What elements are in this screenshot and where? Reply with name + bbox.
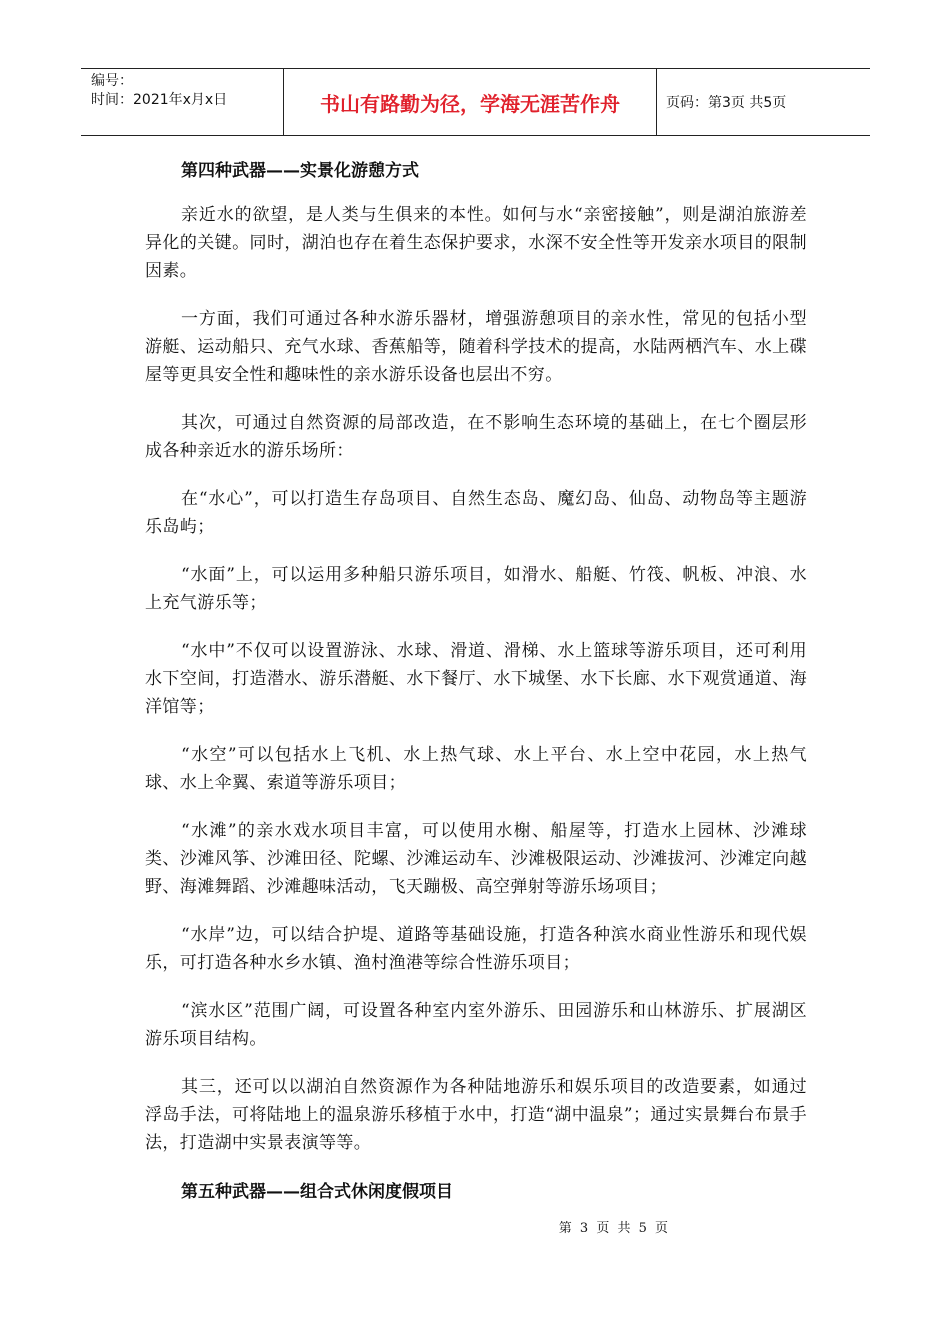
header-page-info: 页码：第3页 共5页	[666, 95, 787, 111]
section-heading-4: 第四种武器——实景化游憩方式	[181, 161, 419, 181]
paragraph-7: “水空”可以包括水上飞机、水上热气球、水上平台、水上空中花园，水上热气球、水上伞翼、索道等游乐项目；	[145, 745, 807, 793]
paragraph-9: “水岸”边，可以结合护堤、道路等基础设施，打造各种滨水商业性游乐和现代娱乐，可打造各种水乡水镇、渔村渔港等综合性游乐项目；	[145, 925, 807, 973]
paragraph-11: 其三，还可以以湖泊自然资源作为各种陆地游乐和娱乐项目的改造要素，如通过浮岛手法，可将陆地上的温泉游乐移植于水中，打造“湖中温泉”；通过实景舞台布景手法，打造湖中实景表演等等。	[145, 1077, 807, 1153]
paragraph-2: 一方面，我们可通过各种水游乐器材，增强游憩项目的亲水性，常见的包括小型游艇、运动船只、充气水球、香蕉船等，随着科学技术的提高，水陆两栖汽车、水上碟屋等更具安全性和趣味性的亲水游乐设备也层出不穷。	[145, 309, 807, 385]
document-body	[145, 156, 807, 1208]
page-footer: 第 3 页 共 5 页	[558, 1221, 670, 1236]
paragraph-5: “水面”上，可以运用多种船只游乐项目，如滑水、船艇、竹筏、帆板、冲浪、水上充气游乐等；	[145, 565, 807, 613]
paragraph-1: 亲近水的欲望，是人类与生俱来的本性。如何与水“亲密接触”，则是湖泊旅游差异化的关键。同时，湖泊也存在着生态保护要求，水深不安全性等开发亲水项目的限制因素。	[145, 205, 807, 281]
paragraph-6: “水中”不仅可以设置游泳、水球、滑道、滑梯、水上篮球等游乐项目，还可利用水下空间，打造潜水、游乐潜艇、水下餐厅、水下城堡、水下长廊、水下观赏通道、海洋馆等；	[145, 641, 807, 717]
paragraph-8: “水滩”的亲水戏水项目丰富，可以使用水榭、船屋等，打造水上园林、沙滩球类、沙滩风筝、沙滩田径、陀螺、沙滩运动车、沙滩极限运动、沙滩拔河、沙滩定向越野、海滩舞蹈、沙滩趣味活动，飞天蹦极、高空弹射等游乐场项目；	[145, 821, 807, 897]
page-header	[81, 68, 870, 136]
paragraph-10: “滨水区”范围广阔，可设置各种室内室外游乐、田园游乐和山林游乐、扩展湖区游乐项目结构。	[145, 1001, 807, 1049]
number-label: 编号：	[91, 73, 133, 89]
date-label: 时间：2021年x月x日	[91, 92, 228, 108]
section-heading-5: 第五种武器——组合式休闲度假项目	[181, 1182, 453, 1202]
header-motto: 书山有路勤为径，学海无涯苦作舟	[284, 69, 657, 135]
paragraph-3: 其次，可通过自然资源的局部改造，在不影响生态环境的基础上，在七个圈层形成各种亲近水的游乐场所：	[145, 413, 807, 461]
paragraph-4: 在“水心”，可以打造生存岛项目、自然生态岛、魔幻岛、仙岛、动物岛等主题游乐岛屿；	[145, 489, 807, 537]
header-meta-cell	[81, 69, 284, 135]
